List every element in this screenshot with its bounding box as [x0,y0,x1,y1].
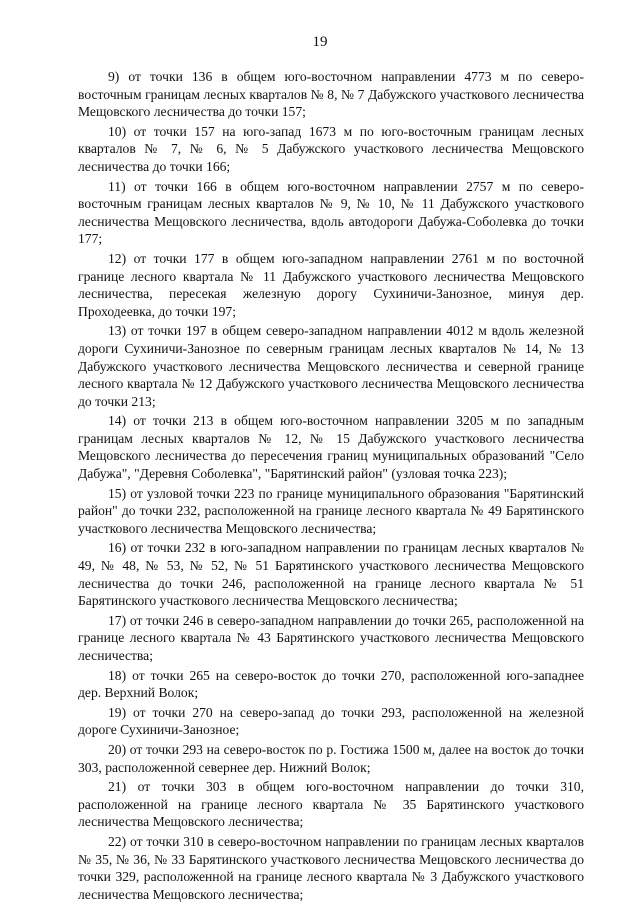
clause-14: 14) от точки 213 в общем юго-восточном направлении 3205 м по западным границам лесных кварталов № 12, № 15 Дабужского участкового лесничества Мещовского лесничества до пересечения границ муниципальных образований "Село Дабужа", "Деревня Соболевка", "Барятинский район" (узловая точка 223); [78,413,584,482]
document-body [78,68,584,905]
clause-19: 19) от точки 270 на северо-запад до точки 293, расположенной на железной дороге Сухиничи-Занозное; [78,704,584,738]
clause-17: 17) от точки 246 в северо-западном направлении до точки 265, расположенной на границе лесного квартала № 43 Барятинского участкового лесничества Мещовского лесничества; [78,612,584,663]
clause-13: 13) от точки 197 в общем северо-западном направлении 4012 м вдоль железной дороги Сухиничи-Занозное по северным границам лесных кварталов № 14, № 13 Дабужского участкового лесничества Мещовского лесничества и северной границе лесного квартала № 12 Дабужского участкового лесничества Мещовского лесничества до точки 213; [78,323,584,409]
clause-21: 21) от точки 303 в общем юго-восточном направлении до точки 310, расположенной на границе лесного квартала № 35 Барятинского участкового лесничества Мещовского лесничества; [78,779,584,830]
clause-9: 9) от точки 136 в общем юго-восточном направлении 4773 м по северо-восточным границам лесных кварталов № 8, № 7 Дабужского участкового лесничества Мещовского лесничества до точки 157; [78,69,584,120]
clause-11: 11) от точки 166 в общем юго-восточном направлении 2757 м по северо-восточным границам лесных кварталов № 9, № 10, № 11 Дабужского участкового лесничества Мещовского лесничества, вдоль автодороги Дабужа-Соболевка до точки 177; [78,178,584,247]
clause-15: 15) от узловой точки 223 по границе муниципального образования "Барятинский район" до точки 232, расположенной на границе лесного квартала № 49 Барятинского участкового лесничества Мещовского лесничества; [78,485,584,536]
clause-18: 18) от точки 265 на северо-восток до точки 270, расположенной юго-западнее дер. Верхний Волок; [78,667,584,701]
clause-12: 12) от точки 177 в общем юго-западном направлении 2761 м по восточной границе лесного квартала № 11 Дабужского участкового лесничества Мещовского лесничества, пересекая железную дорогу Сухиничи-Занозное, минуя дер. Проходеевка, до точки 197; [78,250,584,319]
page-number: 19 [312,34,328,50]
clause-10: 10) от точки 157 на юго-запад 1673 м по юго-восточным границам лесных кварталов № 7, № 6, № 5 Дабужского участкового лесничества Мещовского лесничества до точки 166; [78,123,584,174]
clause-20: 20) от точки 293 на северо-восток по р. Гостижа 1500 м, далее на восток до точки 303, расположенной севернее дер. Нижний Волок; [78,741,584,775]
clause-22: 22) от точки 310 в северо-восточном направлении по границам лесных кварталов № 35, № 36, № 33 Барятинского участкового лесничества Мещовского лесничества до точки 329, расположенной на границе лесного квартала № 3 Дабужского участкового лесничества Мещовского лесничества; [78,833,584,902]
clause-16: 16) от точки 232 в юго-западном направлении по границам лесных кварталов № 49, № 48, № 53, № 52, № 51 Барятинского участкового лесничества Мещовского лесничества до точки 246, расположенной на границе лесного квартала № 51 Барятинского участкового лесничества Мещовского лесничества; [78,540,584,609]
